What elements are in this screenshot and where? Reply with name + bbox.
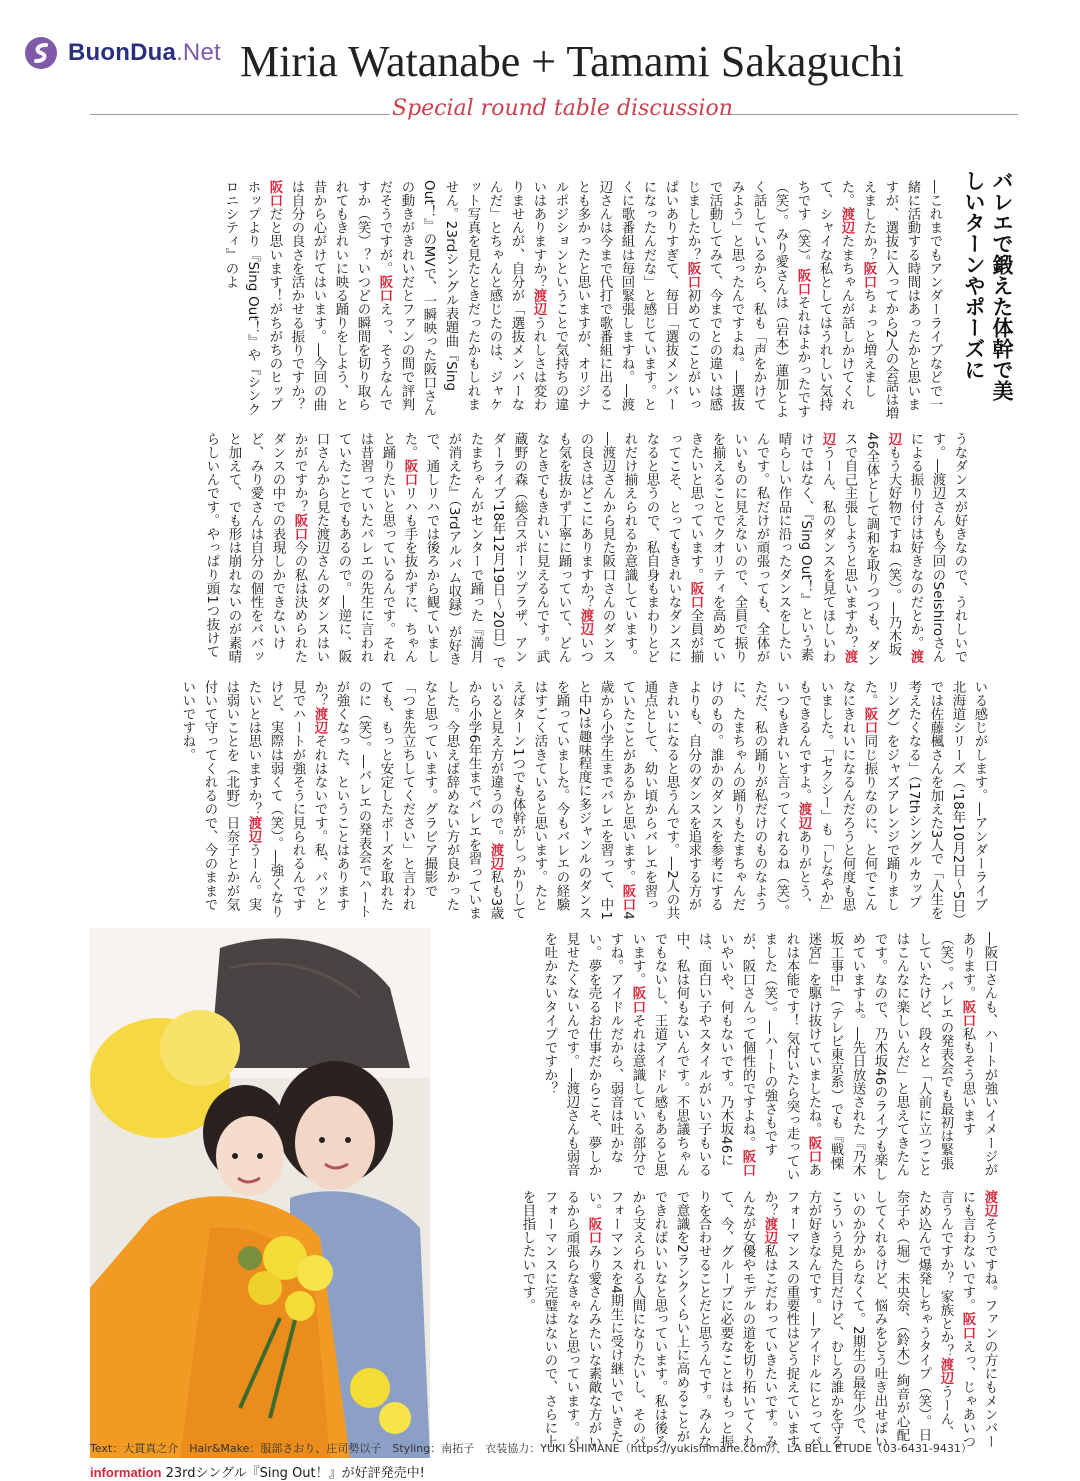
page-subtitle: Special round table discussion <box>392 96 733 121</box>
column-text: ―阪口さんも、ハートが強いイメージがあります。阪口私もそう思います（笑）。バレエの発表会でも最初は緊張していたけど、段々と「人前に立つことはこんなに楽しいんだ」と思えてきたんです。なので、乃木坂46のライブも楽しめていますよ。―先日放送された『乃木坂工事中』（テレビ東京系）でも『戦慄迷宮』を駆け抜けていましたね。阪口あれは本能です！ 気付いたら突っ走っていました（笑）。―ハートの強さもですが、阪口さんって個性的ですよね。阪口いやいや、何もないです。乃木坂46には、面白い子やスタイルがいい子もいる中、私は何もないんです。不思議ちゃんでもないし、王道アイドル感もあると思います。阪口それは意識している部分ですね。アイドルだから、弱音は吐かない。夢を売るお仕事だからこそ、夢しか見せたくないんです。―渡辺さんも弱音を吐かないタイプですか？ <box>542 932 997 1182</box>
speaker-tag: 渡辺 <box>531 288 546 317</box>
article-column-5 <box>440 1190 1000 1450</box>
speaker-tag: 渡辺 <box>246 816 261 844</box>
speaker-tag: 阪口 <box>377 275 392 303</box>
speaker-tag: 渡辺 <box>796 802 811 830</box>
duo-photo <box>90 928 430 1458</box>
speaker-tag: 渡辺 <box>982 1190 997 1218</box>
info-text: 23rdシングル『Sing Out！』が好評発売中! <box>165 1466 425 1481</box>
speaker-tag: 阪口 <box>862 707 877 735</box>
speaker-tag: 渡辺 <box>820 432 857 664</box>
speaker-tag: 阪口 <box>688 581 703 609</box>
column-text: ―これまでもアンダーライブなどで一緒に活動する時間はあったかと思いますが、選抜に入ってから2人の会話は増えましたか？阪口ちょっと増えました。渡辺たまちゃんが話しかけてくれて、シャイな私としてはうれしい気持ちです（笑）。阪口それはよかったです（笑）。みり愛さんは（岩本）蓮加とよく話しているから、私も「声をかけてみよう」と思ったんですよね。―選抜で活動してみて、今までとの違いは感じましたか？阪口初めてのことがいっぱいありすぎて、毎日「選抜メンバーになったんだな」と感じています。とくに歌番組は毎回緊張しますね。―渡辺さんは今まで代打で歌番組に出ることも多かったと思いますが、オリジナルポジションということで気持ちの違いはありますか？渡辺うれしさは変わりませんが、自分が「選抜メンバーなんだ」とちゃんと感じたのは、ジャケット写真を見たときだったかもしれません。23rdシングル表題曲『Sing Out！』のMVで、一瞬映った阪口さんの動きがきれいだとファンの間で評判だそうですが。阪口えっ、そうなんですか（笑）？いつどの瞬間を切り取られてもきれいに映る踊りをしよう、と昔から心がけてはいます。―今回の曲は自分の良さを活かせる振りですか？阪口だと思います！がちがちのヒップホップより『Sing Out！』や『シンクロニシティ』のよ <box>223 180 942 420</box>
logo-icon <box>24 36 58 70</box>
speaker-tag: 阪口 <box>630 986 645 1014</box>
info-tag: information <box>90 1465 162 1480</box>
article-column-1 <box>90 180 945 420</box>
speaker-tag: 阪口 <box>292 513 307 541</box>
column-text: うなダンスが好きなので、うれしいです。―渡辺さんも今回のSeishiroさんによる振り付けは好きなのだとか。渡辺もう大好物ですね（笑）。―乃木坂46全体として調和を取りつつも、ダンスで自己主張しようと思いますか？渡辺うーん、私のダンスを見てほしいわけではなく、『Sing Out！』という素晴らしい作品に沿ったダンスをしたいんです。私だけが頑張っても、全体がいいものに見えないので、全員で振りを揃えることでクオリティを高めていきたいと思っています。阪口全員が揃ってこそ、とってもきれいなダンスになると思うので、私自身もまわりとどれだけ揃えられるか意識しています。―渡辺さんから見た阪口さんのダンスの良さはどこにありますか？渡辺いつも気を抜かず丁寧に踊っていて、どんなときでもきれいに見えるんです。武蔵野の森（総合スポーツプラザ、アンダーライブ'18年12月19日～20日）でたまちゃんがセンターで踊った『満月が消えた』（3rdアルバム収録）が好きで、通しリハでは後ろから観ていました。阪口リハも手を抜かずに、ちゃんと踊りたいと思っているんです。それは昔習っていたバレエの先生に言われていたことでもあるので。―逆に、阪口さんから見た渡辺さんのダンスはいかがですか？阪口今の私は決められたダンスの中での表現しかできないけど、みり愛さんは自分の個性をババッと加えて、でも形は崩れないのが素晴らしいんです。やっぱり頭1つ抜けて <box>204 432 967 669</box>
speaker-tag: 阪口 <box>960 1312 975 1340</box>
column-text: 渡辺そうですね。ファンの方にもメンバーにも言わないです。阪口えっ、じゃあいつ言うんですか？ 家族とか？渡辺うーん、ため込んで爆発しちゃうタイプ（笑）。日奈子や（堀）未央奈、（鈴木）絢音が心配してくれるけど、悩みをどう吐き出せばいいのか分からなくて。2期生の最年少で、こういう見た目だけど、むしろ誰かを守る方が好きなんです。―アイドルにとってパフォーマンスの重要性はどう捉えていますか？渡辺私はこだわっていきたいです。みんなが女優やモデルの道を切り拓いてくれて、今、グループに必要なことはもっと振りを合わせることだと思うんです。みんなで意識を2ランクくらい上に高めることができればいいなと思っています。私は後ろから支えられる人間になりたいし、そのパフォーマンスを4期生に受け継いでいきたい。阪口みり愛さんみたいな素敵な方がいるから頑張らなきゃなと思っています。パフォーマンスに完璧はないので、さらに上を目指したいです。 <box>520 1190 997 1449</box>
speaker-tag: 阪口 <box>586 1217 601 1245</box>
info-line <box>90 1462 425 1481</box>
site-logo[interactable] <box>24 36 221 70</box>
page-title: Miria Watanabe + Tamami Sakaguchi <box>240 37 905 86</box>
speaker-tag: 阪口 <box>685 261 700 289</box>
speaker-tag: 阪口 <box>795 268 810 296</box>
speaker-tag: 渡辺 <box>886 432 923 664</box>
speaker-tag: 阪口 <box>402 459 417 487</box>
speaker-tag: 阪口 <box>740 1149 755 1177</box>
article-column-2 <box>90 432 970 672</box>
article-headline: バレエで鍛えた体幹で美しいターンやポーズに <box>962 170 1014 401</box>
speaker-tag: 渡辺 <box>578 608 593 637</box>
speaker-tag: 渡辺 <box>839 207 854 235</box>
speaker-tag: 阪口 <box>806 1136 821 1164</box>
speaker-tag: 渡辺 <box>762 1217 777 1245</box>
credits-line: Text：大貫真之介 Hair&Make：服部さおり、庄司勢以子 Styling：南拓子 衣装協力：YUKI SHIMANE（https://yukishimane.com/）、LA BELL ETUDE（03-6431-9431） <box>90 1442 972 1455</box>
speaker-tag: 阪口 <box>267 180 282 208</box>
article-column-3 <box>90 680 990 920</box>
photo-illustration <box>90 928 430 1458</box>
speaker-tag: 阪口 <box>960 1000 975 1028</box>
speaker-tag: 阪口 <box>861 261 876 289</box>
speaker-tag: 渡辺 <box>938 1357 953 1385</box>
speaker-tag: 阪口 <box>620 884 635 912</box>
article-column-4 <box>440 932 1000 1182</box>
site-name: BuonDua.Net <box>68 39 221 66</box>
title-rule-right <box>720 114 1018 115</box>
column-text: いる感じがします。―アンダーライブ北海道シリーズ（'18年10月2日～5日）では佐藤楓さんを加えた3人で「人生を考えたくなる」（17thシングルカップリング）をジャズアレンジで踊りました。阪口同じ振りなのに、と何でこんなにきれいになるんだろうと何度も思いました。「セクシー」も「しなやか」もできるんですよ。渡辺ありがとう、いつもきれいと言ってくれるね（笑）。ただ、私の踊りが私だけのものなように、たまちゃんの踊りもたまちゃんだけのもの。誰かのダンスを参考にするよりも、自分のダンスを追求する方がきれいになると思うんです。―2人の共通点として、幼い頃からバレエを習っていたことがあるかと思います。阪口4歳から小学生までバレエを習って、中1と中2は趣味程度に多ジャンルのダンスを踊っていました。今もバレエの経験はすごく活きていると思います。たとえばターン1つでも体幹がしっかりしていると見え方が違うので。渡辺私も3歳から小学6年生までバレエを習っていました。今思えば辞めない方が良かったなと思っています。グラビア撮影で「つま先立ちしてください」と言われても、もっと安定したポーズを取れたのに（笑）。―バレエの発表会でハートが強くなった、ということはありますか？渡辺それはないです。私、パッと見でハートが強そうに見られるんですけど、実際は弱くて（笑）。―強くなりたいとは思いますか？渡辺うーん。実は弱いことを（北野）日奈子とかが気付いて守ってくれるので、今のままでいいですね。 <box>180 680 987 920</box>
title-rule-left <box>90 114 390 115</box>
speaker-tag: 渡辺 <box>312 707 327 735</box>
speaker-tag: 渡辺 <box>488 843 503 871</box>
